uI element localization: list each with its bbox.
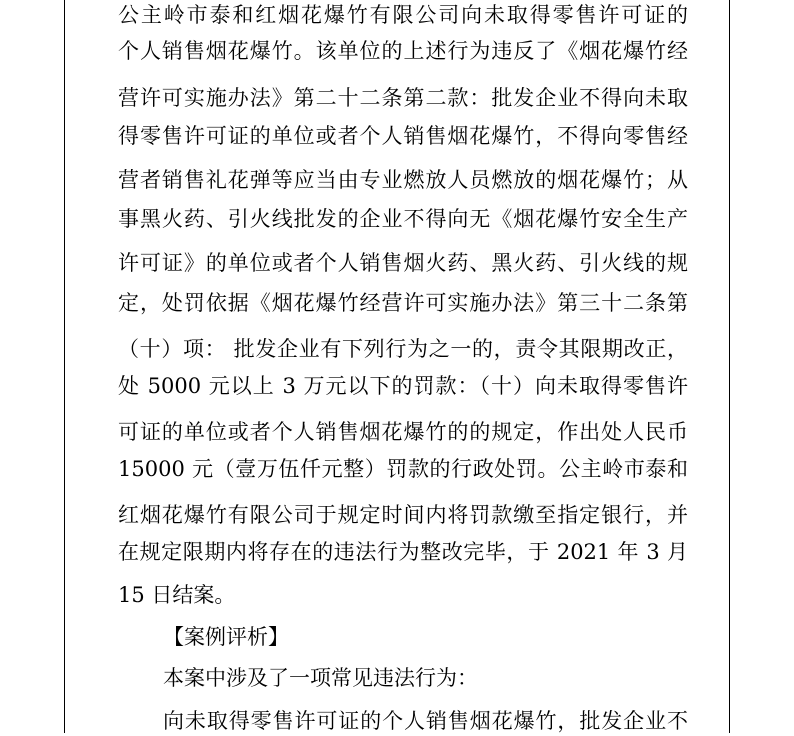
page-border-left [64,0,65,733]
body-line-15: 15 日结案。 [118,583,236,607]
body-line-1: 公主岭市泰和红烟花爆竹有限公司向未取得零售许可证的 [118,3,688,27]
body-line-2: 个人销售烟花爆竹。该单位的上述行为违反了《烟花爆竹经 [118,39,688,63]
body-line-9: （十）项： 批发企业有下列行为之一的，责令其限期改正， [118,337,688,361]
body-line-14: 在规定限期内将存在的违法行为整改完毕，于 2021 年 3 月 [118,540,688,564]
body-line-6: 事黑火药、引火线批发的企业不得向无《烟花爆竹安全生产 [118,207,688,231]
body-line-11: 可证的单位或者个人销售烟花爆竹的的规定，作出处人民币 [118,420,688,444]
body-line-12: 15000 元（壹万伍仟元整）罚款的行政处罚。公主岭市泰和 [118,457,688,481]
page-border-right [729,0,730,733]
section-heading: 【案例评析】 [163,625,289,649]
body-line-7: 许可证》的单位或者个人销售烟火药、黑火药、引火线的规 [118,251,688,275]
intro-line: 本案中涉及了一项常见违法行为： [163,666,478,690]
body-line-5: 营者销售礼花弹等应当由专业燃放人员燃放的烟花爆竹；从 [118,168,688,192]
body-line-10: 处 5000 元以上 3 万元以下的罚款：（十）向未取得零售许 [118,374,688,398]
body-line-3: 营许可实施办法》第二十二条第二款：批发企业不得向未取 [118,86,688,110]
body-line-4: 得零售许可证的单位或者个人销售烟花爆竹，不得向零售经 [118,124,688,148]
body-line-8: 定，处罚依据《烟花爆竹经营许可实施办法》第三十二条第 [118,291,688,315]
next-paragraph-line: 向未取得零售许可证的个人销售烟花爆竹，批发企业不 [163,709,688,733]
body-line-13: 红烟花爆竹有限公司于规定时间内将罚款缴至指定银行，并 [118,503,688,527]
